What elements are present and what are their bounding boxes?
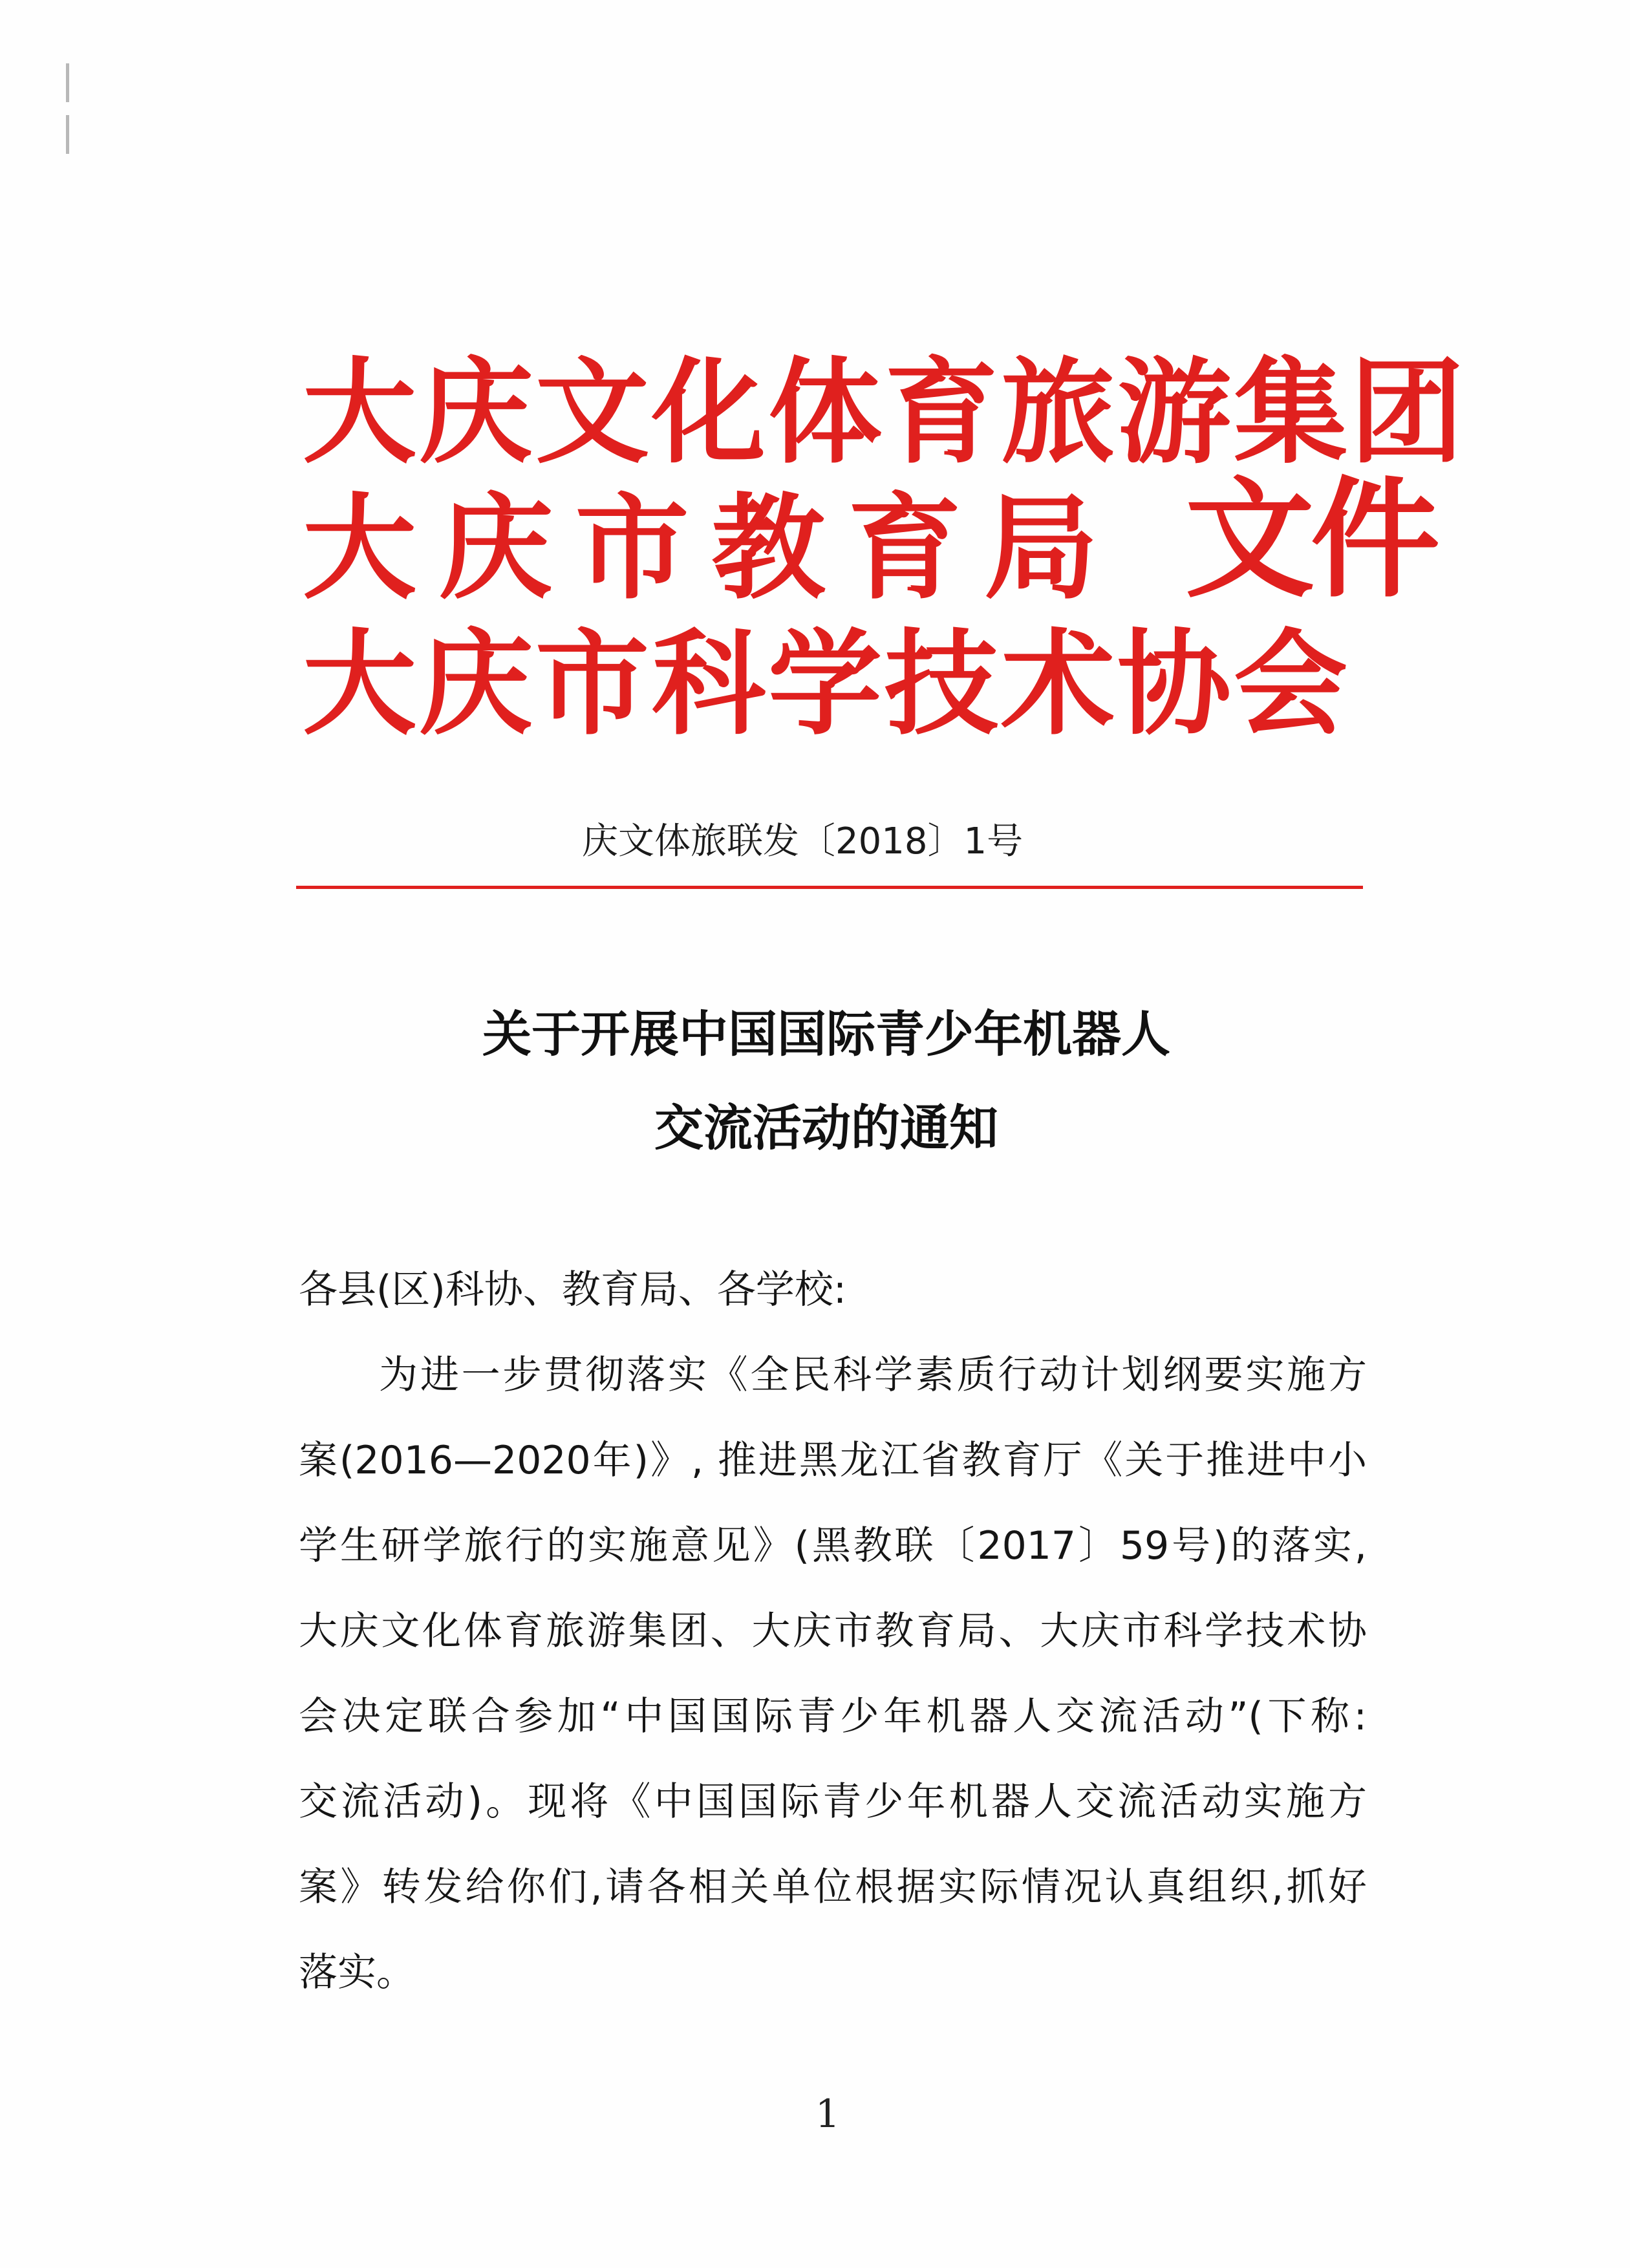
body-text-line: 会决定联合参加“中国国际青少年机器人交流活动”(下称: (299, 1694, 1367, 1739)
body-text-line: 案》转发给你们,请各相关单位根据实际情况认真组织,抓好 (299, 1865, 1367, 1910)
issuer-header-char: 局 (983, 481, 1098, 615)
notice-title-line-1: 关于开展中国国际青少年机器人 (482, 1005, 1170, 1063)
issuer-header-char: 市 (575, 481, 689, 615)
page-number: 1 (815, 2091, 841, 2137)
body-text-line: 交流活动)。现将《中国国际青少年机器人交流活动实施方 (299, 1779, 1367, 1824)
punch-hole-mark (66, 115, 69, 154)
body-text-line: 落实。 (299, 1950, 415, 1995)
issuer-header-char: 教 (711, 481, 826, 615)
body-text-line: 学生研学旅行的实施意见》(黑教联〔2017〕59号)的落实, (299, 1523, 1367, 1568)
salutation: 各县(区)科协、教育局、各学校: (299, 1267, 847, 1312)
issuer-header-char: 育 (848, 481, 962, 615)
issuer-header-char: 庆 (438, 481, 553, 615)
body-text-line: 大庆文化体育旅游集团、大庆市教育局、大庆市科学技术协 (299, 1609, 1367, 1654)
issuer-header-line-1: 大庆文化体育旅游集团 (303, 345, 1467, 479)
document-number: 庆文体旅联发〔2018〕1号 (582, 820, 1024, 862)
body-text-line: 案(2016—2020年)》, 推进黑龙江省教育厅《关于推进中小 (299, 1438, 1367, 1483)
issuer-header-line-2 (303, 481, 1098, 615)
issuer-header-char: 大 (303, 481, 417, 615)
red-divider-line (296, 886, 1363, 889)
notice-title-line-2: 交流活动的通知 (654, 1099, 998, 1157)
issuer-header-document-suffix: 文件 (1185, 464, 1437, 615)
issuer-header-line-3: 大庆市科学技术协会 (303, 617, 1351, 751)
punch-hole-mark (66, 63, 69, 102)
body-text-line: 为进一步贯彻落实《全民科学素质行动计划纲要实施方 (379, 1353, 1367, 1398)
